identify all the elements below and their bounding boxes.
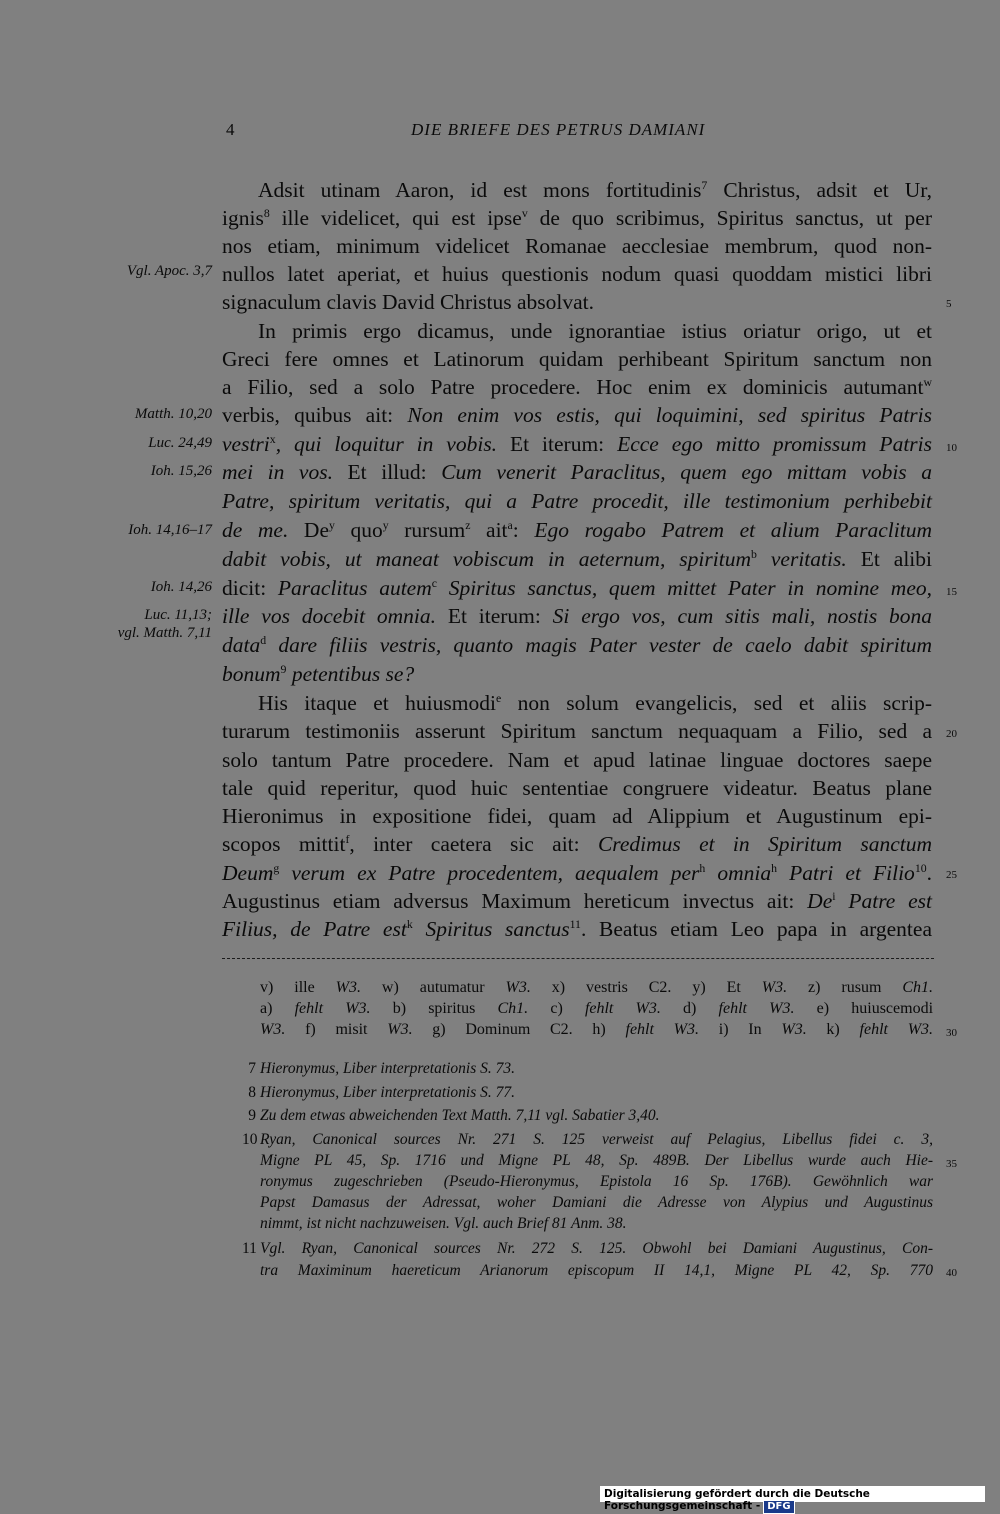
text-line: bonum$^9$ petentibus se?	[222, 661, 415, 686]
running-title: DIE BRIEFE DES PETRUS DAMIANI	[411, 120, 706, 139]
footnote-text: Hieronymus, Liber interpretationis S. 73.	[260, 1060, 516, 1077]
text-line: Augustinus etiam adversus Maximum hereticum invectus ait: De$^i$ Patre est	[222, 888, 932, 913]
text-line: verbis, quibus ait: Non enim vos estis, qui loquimini, sed spiritus Patris	[222, 403, 932, 427]
apparatus-line: v) ille W3. w) autumatur W3. x) vestris C2. y) Et W3. z) rusum Ch1.	[260, 979, 934, 996]
footnote-text: Ryan, Canonical sources Nr. 271 S. 125 verweist auf Pelagius, Libellus fidei c. 3,	[260, 1131, 933, 1148]
text-line: data$^d$ dare filiis vestris, quanto magis Pater vester de caelo dabit spiritum	[222, 632, 932, 657]
line-number: 5	[946, 298, 952, 310]
text-line: Hieronimus in expositione fidei, quam ad Alippium et Augustinum epi-	[222, 804, 932, 828]
apparatus-line: W3. f) misit W3. g) Dominum C2. h) fehlt W3. i) In W3. k) fehlt W3.	[260, 1021, 934, 1038]
page-number: 4	[226, 120, 235, 139]
margin-ref: Luc. 24,49	[148, 435, 212, 451]
dfg-credit-bar	[600, 1486, 985, 1512]
text-line: His itaque et huiusmodi$^e$ non solum evangelicis, sed et aliis scrip-	[258, 690, 933, 715]
line-number: 25	[946, 869, 957, 881]
footnote-number: 11	[242, 1240, 257, 1257]
text-line: Patre, spiritum veritatis, qui a Patre procedit, ille testimonium perhibebit	[222, 489, 932, 513]
margin-ref: Matth. 10,20	[134, 406, 212, 422]
line-number: 40	[946, 1267, 957, 1279]
text-line: dabit vobis, ut maneat vobiscum in aeternum, spiritum$^b$ veritatis. Et alibi	[222, 546, 933, 571]
text-line: nullos latet aperiat, et huius questionis nodum quasi quoddam mistici libri	[222, 262, 932, 286]
text-line: vestri$^x$, qui loquitur in vobis. Et iterum: Ecce ego mitto promissum Patris	[222, 431, 932, 456]
footnote-text: Vgl. Ryan, Canonical sources Nr. 272 S. 125. Obwohl bei Damiani Augustinus, Con-	[260, 1240, 933, 1257]
text-line: nos etiam, minimum videlicet Romanae aecclesiae membrum, quod non-	[222, 234, 932, 258]
margin-ref: Ioh. 15,26	[150, 463, 212, 479]
footnote-text: Hieronymus, Liber interpretationis S. 77.	[260, 1084, 516, 1101]
margin-ref: Vgl. Apoc. 3,7	[126, 263, 212, 279]
text-line: Filius, de Patre est$^k$ Spiritus sanctus$^{11}$. Beatus etiam Leo papa in argentea	[222, 916, 932, 941]
footnote-number: 9	[248, 1107, 256, 1124]
text-line: Adsit utinam Aaron, id est mons fortitudinis$^7$ Christus, adsit et Ur,	[258, 177, 932, 202]
text-line: turarum testimoniis asserunt Spiritum sanctum nequaquam a Filio, sed a	[222, 719, 932, 743]
line-number: 10	[946, 442, 957, 454]
text-line: scopos mittit$^f$, inter caetera sic ait: Credimus et in Spiritum sanctum	[222, 831, 932, 856]
text-line: Greci fere omnes et Latinorum quidam perhibeant Spiritum sanctum non	[222, 347, 932, 371]
footnote-divider	[222, 958, 934, 959]
footnote-number: 7	[248, 1060, 256, 1077]
text-line: mei in vos. Et illud: Cum venerit Paraclitus, quem ego mittam vobis a	[222, 460, 933, 484]
text-line: tale quid reperitur, quod huic sententiae congruere videatur. Beatus plane	[222, 776, 932, 800]
dfg-logo: DFG	[763, 1500, 794, 1514]
footnote-number: 10	[242, 1131, 258, 1148]
apparatus-line: a) fehlt W3. b) spiritus Ch1. c) fehlt W3. d) fehlt W3. e) huiuscemodi	[260, 1000, 934, 1017]
margin-ref: Ioh. 14,26	[150, 579, 212, 595]
text-line: ille vos docebit omnia. Et iterum: Si ergo vos, cum sitis mali, nostis bona	[222, 604, 933, 628]
text-line: In primis ergo dicamus, unde ignorantiae istius oriatur origo, ut et	[258, 319, 932, 343]
margin-ref: Luc. 11,13;	[144, 607, 212, 623]
text-line: a Filio, sed a solo Patre procedere. Hoc enim ex dominicis autumant$^w$	[222, 374, 932, 399]
line-number: 15	[946, 586, 957, 598]
credit-text: Digitalisierung gefördert durch die Deutsche Forschungsgemeinschaft -	[604, 1488, 870, 1512]
text-line: de me. De$^y$ quo$^y$ rursum$^z$ ait$^a$: Ego rogabo Patrem et alium Paraclitum	[222, 517, 932, 542]
text-line: solo tantum Patre procedere. Nam et apud latinae linguae doctores saepe	[222, 748, 932, 772]
margin-ref: Ioh. 14,16–17	[128, 522, 212, 538]
margin-ref: vgl. Matth. 7,11	[117, 625, 212, 641]
line-number: 35	[946, 1158, 957, 1170]
line-number: 20	[946, 728, 957, 740]
text-line: ignis$^8$ ille videlicet, qui est ipse$^v$ de quo scribimus, Spiritus sanctus, ut per	[222, 205, 932, 230]
text-line: signaculum clavis David Christus absolvat.	[222, 290, 595, 314]
footnote-text: Zu dem etwas abweichenden Text Matth. 7,11 vgl. Sabatier 3,40.	[260, 1107, 660, 1124]
footnote-number: 8	[248, 1084, 256, 1101]
line-number: 30	[946, 1027, 957, 1039]
text-line: dicit: Paraclitus autem$^c$ Spiritus sanctus, quem mittet Pater in nomine meo,	[222, 575, 933, 600]
text-line: Deum$^g$ verum ex Patre procedentem, aequalem per$^h$ omnia$^h$ Patri et Filio$^{10}$.	[222, 860, 932, 885]
